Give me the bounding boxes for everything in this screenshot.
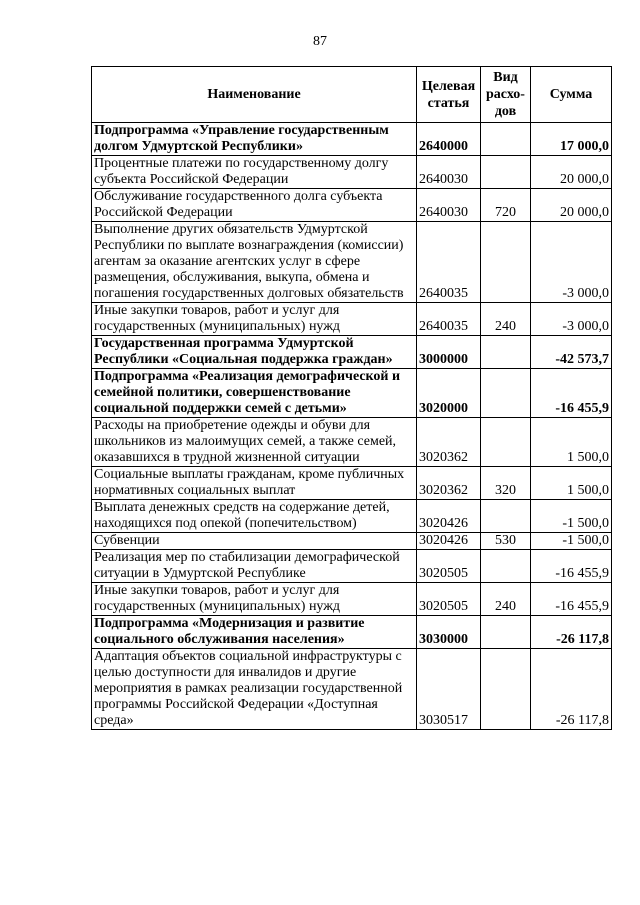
table-row [92, 336, 612, 369]
row-sum-cell: -3 000,0 [531, 222, 612, 303]
row-sum-cell: -26 117,8 [531, 649, 612, 730]
table-row [92, 156, 612, 189]
row-kind-cell [481, 156, 531, 189]
row-kind-cell [481, 222, 531, 303]
row-kind-cell [481, 418, 531, 467]
row-sum-cell: 20 000,0 [531, 156, 612, 189]
row-sum-cell: -16 455,9 [531, 550, 612, 583]
row-kind-cell [481, 500, 531, 533]
row-kind-cell: 320 [481, 467, 531, 500]
row-kind-cell [481, 649, 531, 730]
row-code-cell: 3020426 [417, 500, 481, 533]
row-kind-cell [481, 336, 531, 369]
row-kind-cell [481, 369, 531, 418]
table-body [92, 123, 612, 730]
row-code-cell: 2640030 [417, 156, 481, 189]
table-row [92, 500, 612, 533]
row-name-cell: Процентные платежи по государственному долгу субъекта Российской Федерации [92, 156, 417, 189]
table-row [92, 533, 612, 550]
row-name-cell: Реализация мер по стабилизации демографической ситуации в Удмуртской Республике [92, 550, 417, 583]
header-code: Целевая статья [417, 67, 481, 123]
row-code-cell: 2640035 [417, 222, 481, 303]
row-sum-cell: -1 500,0 [531, 500, 612, 533]
table-row [92, 123, 612, 156]
row-kind-cell [481, 550, 531, 583]
row-kind-cell: 530 [481, 533, 531, 550]
table-row [92, 467, 612, 500]
row-name-cell: Подпрограмма «Управление государственным долгом Удмуртской Республики» [92, 123, 417, 156]
row-name-cell: Субвенции [92, 533, 417, 550]
row-code-cell: 2640000 [417, 123, 481, 156]
row-name-cell: Подпрограмма «Реализация демографической и семейной политики, совершенствование социальной поддержки семей с детьми» [92, 369, 417, 418]
row-kind-cell [481, 123, 531, 156]
row-sum-cell: -1 500,0 [531, 533, 612, 550]
row-name-cell: Подпрограмма «Модернизация и развитие социального обслуживания населения» [92, 616, 417, 649]
row-code-cell: 3020505 [417, 583, 481, 616]
row-code-cell: 3000000 [417, 336, 481, 369]
row-code-cell: 3020505 [417, 550, 481, 583]
table-header-row [92, 67, 612, 123]
row-sum-cell: 1 500,0 [531, 418, 612, 467]
row-kind-cell: 240 [481, 303, 531, 336]
row-sum-cell: -42 573,7 [531, 336, 612, 369]
page-number: 87 [313, 34, 327, 49]
row-kind-cell [481, 616, 531, 649]
table-row [92, 369, 612, 418]
row-sum-cell: -26 117,8 [531, 616, 612, 649]
row-code-cell: 3020362 [417, 418, 481, 467]
table-row [92, 583, 612, 616]
row-name-cell: Иные закупки товаров, работ и услуг для государственных (муниципальных) нужд [92, 303, 417, 336]
table-row [92, 189, 612, 222]
row-code-cell: 3020000 [417, 369, 481, 418]
row-name-cell: Обслуживание государственного долга субъекта Российской Федерации [92, 189, 417, 222]
row-name-cell: Государственная программа Удмуртской Республики «Социальная поддержка граждан» [92, 336, 417, 369]
row-code-cell: 3020426 [417, 533, 481, 550]
table-row [92, 550, 612, 583]
row-kind-cell: 240 [481, 583, 531, 616]
row-kind-cell: 720 [481, 189, 531, 222]
table-row [92, 418, 612, 467]
budget-table [91, 66, 612, 730]
header-sum: Сумма [531, 67, 612, 123]
row-code-cell: 2640030 [417, 189, 481, 222]
row-name-cell: Выплата денежных средств на содержание детей, находящихся под опекой (попечительством) [92, 500, 417, 533]
row-name-cell: Адаптация объектов социальной инфраструктуры с целью доступности для инвалидов и другие мероприятия в рамках реализации государственной программы Российской Федерации «Доступная среда» [92, 649, 417, 730]
row-name-cell: Выполнение других обязательств Удмуртской Республики по выплате вознаграждения (комиссии) агентам за оказание агентских услуг в сфере размещения, обслуживания, выкупа, обмена и погашения государственных долговых обязательств [92, 222, 417, 303]
table-row [92, 222, 612, 303]
row-code-cell: 3030000 [417, 616, 481, 649]
row-sum-cell: -3 000,0 [531, 303, 612, 336]
row-sum-cell: 1 500,0 [531, 467, 612, 500]
header-name: Наименование [92, 67, 417, 123]
row-code-cell: 3020362 [417, 467, 481, 500]
header-kind: Вид расхо-дов [481, 67, 531, 123]
row-code-cell: 3030517 [417, 649, 481, 730]
table-row [92, 649, 612, 730]
row-code-cell: 2640035 [417, 303, 481, 336]
row-name-cell: Иные закупки товаров, работ и услуг для государственных (муниципальных) нужд [92, 583, 417, 616]
row-sum-cell: -16 455,9 [531, 583, 612, 616]
row-name-cell: Расходы на приобретение одежды и обуви для школьников из малоимущих семей, а также семей, оказавшихся в трудной жизненной ситуации [92, 418, 417, 467]
row-sum-cell: 20 000,0 [531, 189, 612, 222]
row-name-cell: Социальные выплаты гражданам, кроме публичных нормативных социальных выплат [92, 467, 417, 500]
row-sum-cell: -16 455,9 [531, 369, 612, 418]
table-row [92, 616, 612, 649]
table-row [92, 303, 612, 336]
row-sum-cell: 17 000,0 [531, 123, 612, 156]
